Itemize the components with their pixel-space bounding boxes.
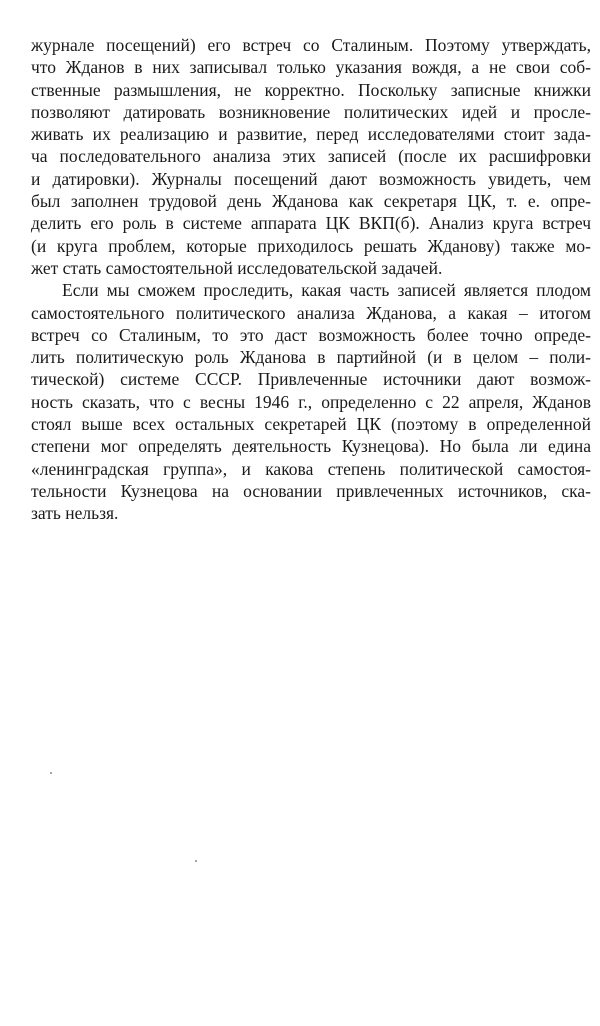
paragraph-1 <box>31 34 591 279</box>
text-line: тельности Кузнецова на основании привлеченных источников, ска- <box>31 480 591 501</box>
paragraph-2 <box>31 279 591 524</box>
text-line: самостоятельного политического анализа Жданова, а какая – итогом <box>31 302 591 323</box>
text-line: степени мог определять деятельность Кузнецова). Но была ли едина <box>31 436 591 457</box>
text-line: и датировки). Журналы посещений дают возможность увидеть, чем <box>31 168 591 189</box>
text-line: живать их реализацию и развитие, перед исследователями стоит зада- <box>31 124 591 145</box>
scan-speck <box>50 772 52 774</box>
text-line: делить его роль в системе аппарата ЦК ВКП(б). Анализ круга встреч <box>31 213 591 234</box>
text-line: ность сказать, что с весны 1946 г., определенно с 22 апреля, Жданов <box>31 391 591 412</box>
text-line: позволяют датировать возникновение политических идей и просле- <box>31 101 591 122</box>
text-line: журнале посещений) его встреч со Сталиным. Поэтому утверждать, <box>31 35 591 55</box>
document-page <box>31 34 591 525</box>
text-line: Если мы сможем проследить, какая часть записей является плодом <box>62 280 591 301</box>
text-line: лить политическую роль Жданова в партийной (и в целом – поли- <box>31 347 591 368</box>
text-line: встреч со Сталиным, то это даст возможность более точно опреде- <box>31 324 591 345</box>
text-line: «ленинградская группа», и какова степень политической самостоя- <box>31 458 591 479</box>
text-line: что Жданов в них записывал только указания вождя, а не свои соб- <box>31 57 591 78</box>
text-line: ча последовательного анализа этих записей (после их расшифровки <box>31 146 591 167</box>
text-line: стоял выше всех остальных секретарей ЦК (поэтому в определенной <box>31 414 591 435</box>
text-line: тической) системе СССР. Привлеченные источники дают возмож- <box>31 369 591 390</box>
text-line: жет стать самостоятельной исследовательской задачей. <box>31 257 443 278</box>
text-line: ственные размышления, не корректно. Поскольку записные книжки <box>31 79 591 100</box>
text-line: (и круга проблем, которые приходилось решать Жданову) также мо- <box>31 235 591 256</box>
scan-speck <box>195 860 197 862</box>
text-line: зать нельзя. <box>31 503 119 524</box>
text-line: был заполнен трудовой день Жданова как секретаря ЦК, т. е. опре- <box>31 191 591 212</box>
